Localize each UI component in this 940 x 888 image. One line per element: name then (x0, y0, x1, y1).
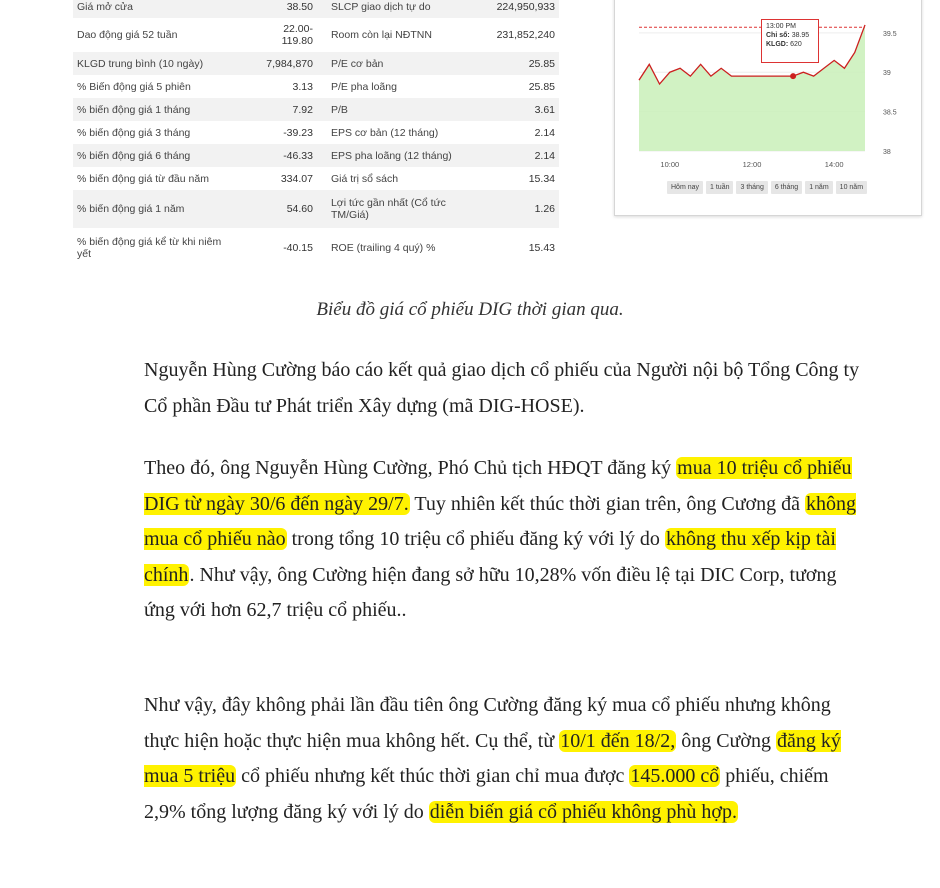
highlight: mua 10 triệu cổ phiếu DIG từ ngày 30/6 đến ngày 29/7. (144, 457, 852, 515)
stat-label: P/E cơ bản (317, 52, 481, 75)
x-tick-label: 12:00 (742, 160, 762, 169)
highlight: diễn biến giá cổ phiếu không phù hợp. (429, 800, 737, 823)
stat-value: -39.23 (283, 126, 313, 139)
stat-label: Dao động giá 52 tuần (77, 29, 178, 41)
highlight: 10/1 đến 18/2, (560, 729, 676, 752)
stock-stats-table (73, 0, 559, 268)
range-3m-button[interactable]: 3 tháng (736, 181, 767, 194)
paragraph-2 (144, 451, 864, 629)
paragraph-1 (144, 353, 864, 424)
stat-label: % Biến động giá 5 phiên (77, 80, 191, 93)
stat-value: 334.07 (280, 172, 313, 185)
x-tick-label: 10:00 (660, 160, 680, 169)
y-tick-label: 38.5 (883, 109, 897, 117)
y-tick-label: 39 (883, 70, 891, 78)
stat-value: 15.43 (528, 242, 555, 254)
stat-value: 38.50 (252, 0, 317, 18)
stat-value: 25.85 (528, 80, 555, 93)
stat-label: EPS cơ bản (12 tháng) (330, 126, 439, 139)
stat-value: 7.92 (252, 98, 317, 121)
stat-value: 1.26 (481, 190, 559, 228)
range-1y-button[interactable]: 1 năm (805, 181, 832, 194)
y-tick-label: 39.5 (883, 30, 897, 38)
range-1w-button[interactable]: 1 tuần (706, 181, 733, 194)
stat-value: 3.61 (481, 98, 559, 121)
stat-value: -40.15 (283, 242, 313, 254)
x-tick-label: 14:00 (824, 160, 844, 169)
price-chart (614, 0, 922, 216)
highlight: 145.000 cổ (630, 765, 720, 787)
chart-tooltip: 13:00 PM Chỉ số: 38.95 KLGD: 620 (761, 19, 819, 63)
paragraph-text: Như vậy, đây không phải lần đầu tiên ông Cường đăng ký mua cổ phiếu nhưng không thực hiện hoặc thực hiện mua không hết. Cụ thể, từ (144, 694, 831, 752)
stat-label: P/B (317, 98, 481, 121)
stat-value: 224,950,933 (481, 0, 559, 18)
stat-label: % biến động giá kể từ khi niêm yết (77, 236, 222, 260)
highlight: đăng ký mua 5 triệu (144, 729, 841, 787)
paragraph-text: Tuy nhiên kết thúc thời gian trên, ông Cương đã (409, 492, 805, 515)
stat-label: Room còn lại NĐTNN (330, 29, 432, 41)
paragraph-text: cổ phiếu nhưng kết thúc thời gian chỉ mua được (236, 765, 630, 787)
range-buttons (667, 181, 867, 194)
y-tick-label: 38 (883, 149, 891, 156)
area-fill (639, 25, 865, 151)
paragraph-3 (144, 688, 864, 830)
stat-label: KLGD trung bình (10 ngày) (73, 52, 252, 75)
stat-label: SLCP giao dịch tự do (317, 0, 481, 18)
paragraph-text: Nguyễn Hùng Cường báo cáo kết quả giao dịch cổ phiếu của Người nội bộ Tổng Công ty Cổ phần Đầu tư Phát triển Xây dựng (mã DIG-HOSE). (144, 359, 860, 417)
stat-value: 22.00- 119.80 (281, 23, 313, 47)
hover-point (790, 73, 796, 79)
stat-label: % biến động giá 1 tháng (73, 98, 252, 121)
stat-label: Giá mở cửa (73, 0, 252, 18)
range-today-button[interactable]: Hôm nay (667, 181, 703, 194)
range-6m-button[interactable]: 6 tháng (771, 181, 802, 194)
range-10y-button[interactable]: 10 năm (836, 181, 867, 194)
stat-label: % biến động giá 6 tháng (73, 144, 252, 167)
stat-label: P/E pha loãng (330, 80, 397, 93)
stat-label: EPS pha loãng (12 tháng) (317, 144, 481, 167)
stat-label: Giá trị sổ sách (330, 172, 399, 185)
stat-label: ROE (trailing 4 quý) % (330, 242, 436, 254)
stat-label: % biến động giá 3 tháng (77, 126, 191, 139)
stat-value: 15.34 (528, 172, 555, 185)
figure-caption: Biểu đồ giá cổ phiếu DIG thời gian qua. (316, 299, 624, 320)
stat-value: 7,984,870 (252, 52, 317, 75)
highlight: không mua cổ phiếu nào (144, 492, 856, 550)
paragraph-text: . Như vậy, ông Cường hiện đang sở hữu 10,28% vốn điều lệ tại DIC Corp, tương ứng với hơn 62,7 triệu cổ phiếu.. (144, 563, 837, 621)
stat-value: 25.85 (481, 52, 559, 75)
stat-value: 2.14 (481, 144, 559, 167)
paragraph-text: phiếu, chiếm 2,9% tổng lượng đăng ký với lý do (144, 765, 829, 823)
paragraph-text: ông Cường (676, 729, 776, 752)
stat-value: 54.60 (252, 190, 317, 228)
stat-label: % biến động giá từ đầu năm (77, 172, 209, 185)
stat-value: 2.14 (534, 126, 555, 139)
stat-value: -46.33 (252, 144, 317, 167)
stat-label: % biến động giá 1 năm (73, 190, 252, 228)
paragraph-text: Theo đó, ông Nguyễn Hùng Cường, Phó Chủ tịch HĐQT đăng ký (144, 457, 677, 479)
stat-value: 231,852,240 (496, 29, 555, 41)
stat-value: 3.13 (292, 80, 313, 93)
highlight: không thu xếp kịp tài chính (144, 528, 836, 586)
stat-label: Lợi tức gần nhất (Cổ tức TM/Giá) (317, 190, 481, 228)
paragraph-text: trong tổng 10 triệu cổ phiếu đăng ký với lý do (286, 528, 665, 550)
